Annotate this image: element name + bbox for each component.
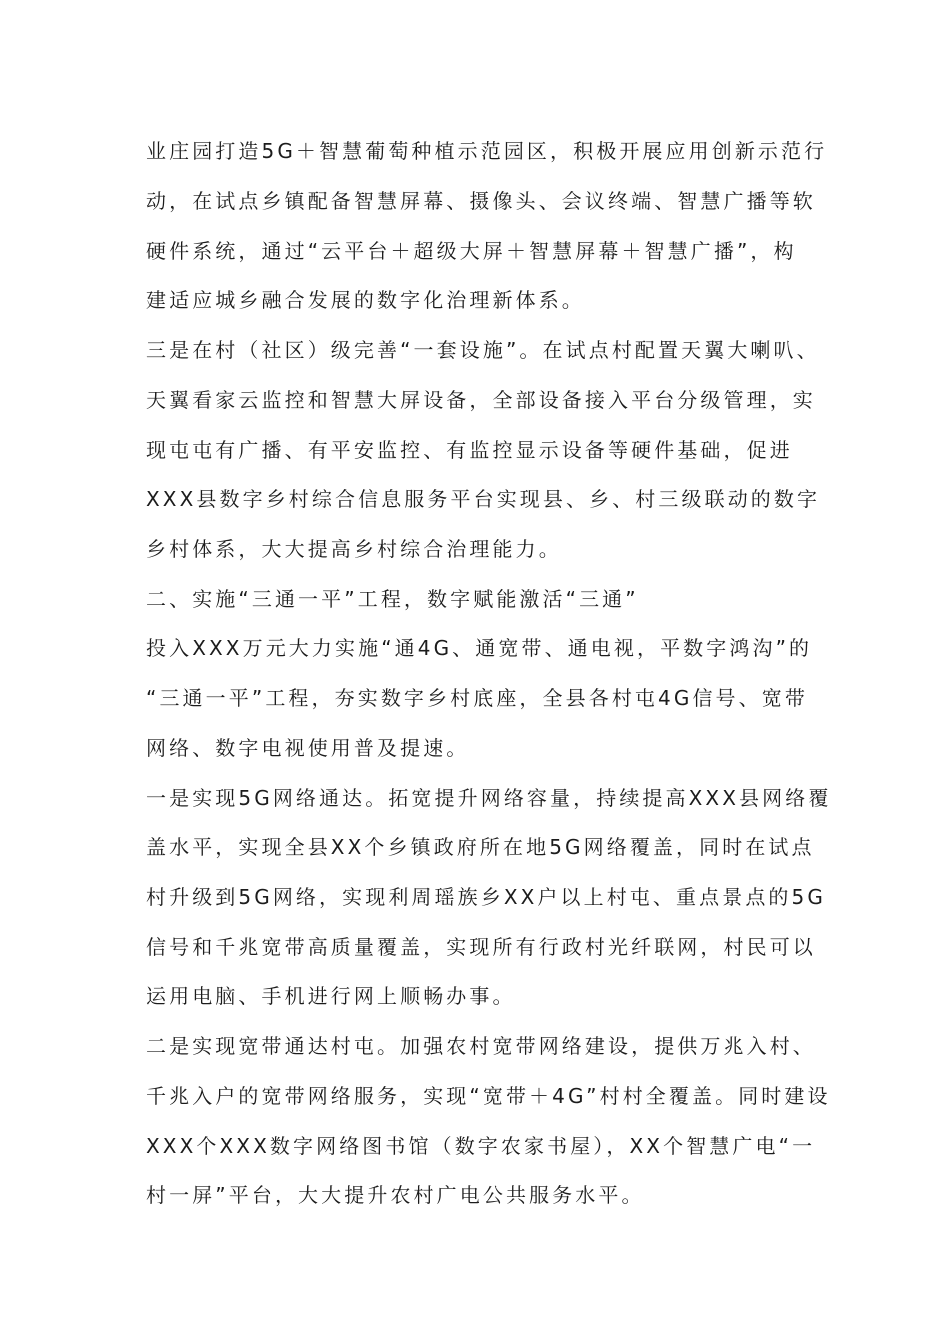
- text-line-7: 现屯屯有广播、有平安监控、有监控显示设备等硬件基础，促进: [146, 438, 793, 462]
- text-line-20: 千兆入户的宽带网络服务，实现“宽带＋4G”村村全覆盖。同时建设: [146, 1084, 831, 1108]
- text-line-9: 乡村体系，大大提高乡村综合治理能力。: [146, 537, 562, 561]
- section-heading: 二、实施“三通一平”工程，数字赋能激活“三通”: [146, 587, 639, 611]
- text-line-22: 村一屏”平台，大大提升农村广电公共服务水平。: [146, 1183, 645, 1207]
- text-line-4: 建适应城乡融合发展的数字化治理新体系。: [146, 288, 585, 312]
- text-line-5: 三是在村（社区）级完善“一套设施”。在试点村配置天翼大喇叭、: [146, 338, 820, 362]
- text-line-12: “三通一平”工程，夯实数字乡村底座，全县各村屯4G信号、宽带: [146, 686, 808, 710]
- text-line-17: 信号和千兆宽带高质量覆盖，实现所有行政村光纤联网，村民可以: [146, 935, 816, 959]
- text-line-1: 业庄园打造5G＋智慧葡萄种植示范园区，积极开展应用创新示范行: [146, 139, 828, 163]
- text-line-19: 二是实现宽带通达村屯。加强农村宽带网络建设，提供万兆入村、: [146, 1034, 816, 1058]
- text-line-14: 一是实现5G网络通达。拓宽提升网络容量，持续提高XXX县网络覆: [146, 786, 832, 810]
- text-line-21: XXX个XXX数字网络图书馆（数字农家书屋），XX个智慧广电“一: [146, 1134, 816, 1158]
- text-line-16: 村升级到5G网络，实现利周瑶族乡XX户以上村屯、重点景点的5G: [146, 885, 826, 909]
- text-line-6: 天翼看家云监控和智慧大屏设备，全部设备接入平台分级管理，实: [146, 388, 816, 412]
- text-line-8: XXX县数字乡村综合信息服务平台实现县、乡、村三级联动的数字: [146, 487, 821, 511]
- text-line-11: 投入XXX万元大力实施“通4G、通宽带、通电视，平数字鸿沟”的: [146, 636, 813, 660]
- text-line-3: 硬件系统，通过“云平台＋超级大屏＋智慧屏幕＋智慧广播”，构: [146, 239, 797, 263]
- text-line-2: 动，在试点乡镇配备智慧屏幕、摄像头、会议终端、智慧广播等软: [146, 189, 816, 213]
- text-line-18: 运用电脑、手机进行网上顺畅办事。: [146, 984, 516, 1008]
- text-line-15: 盖水平，实现全县XX个乡镇政府所在地5G网络覆盖，同时在试点: [146, 835, 815, 859]
- text-line-13: 网络、数字电视使用普及提速。: [146, 736, 470, 760]
